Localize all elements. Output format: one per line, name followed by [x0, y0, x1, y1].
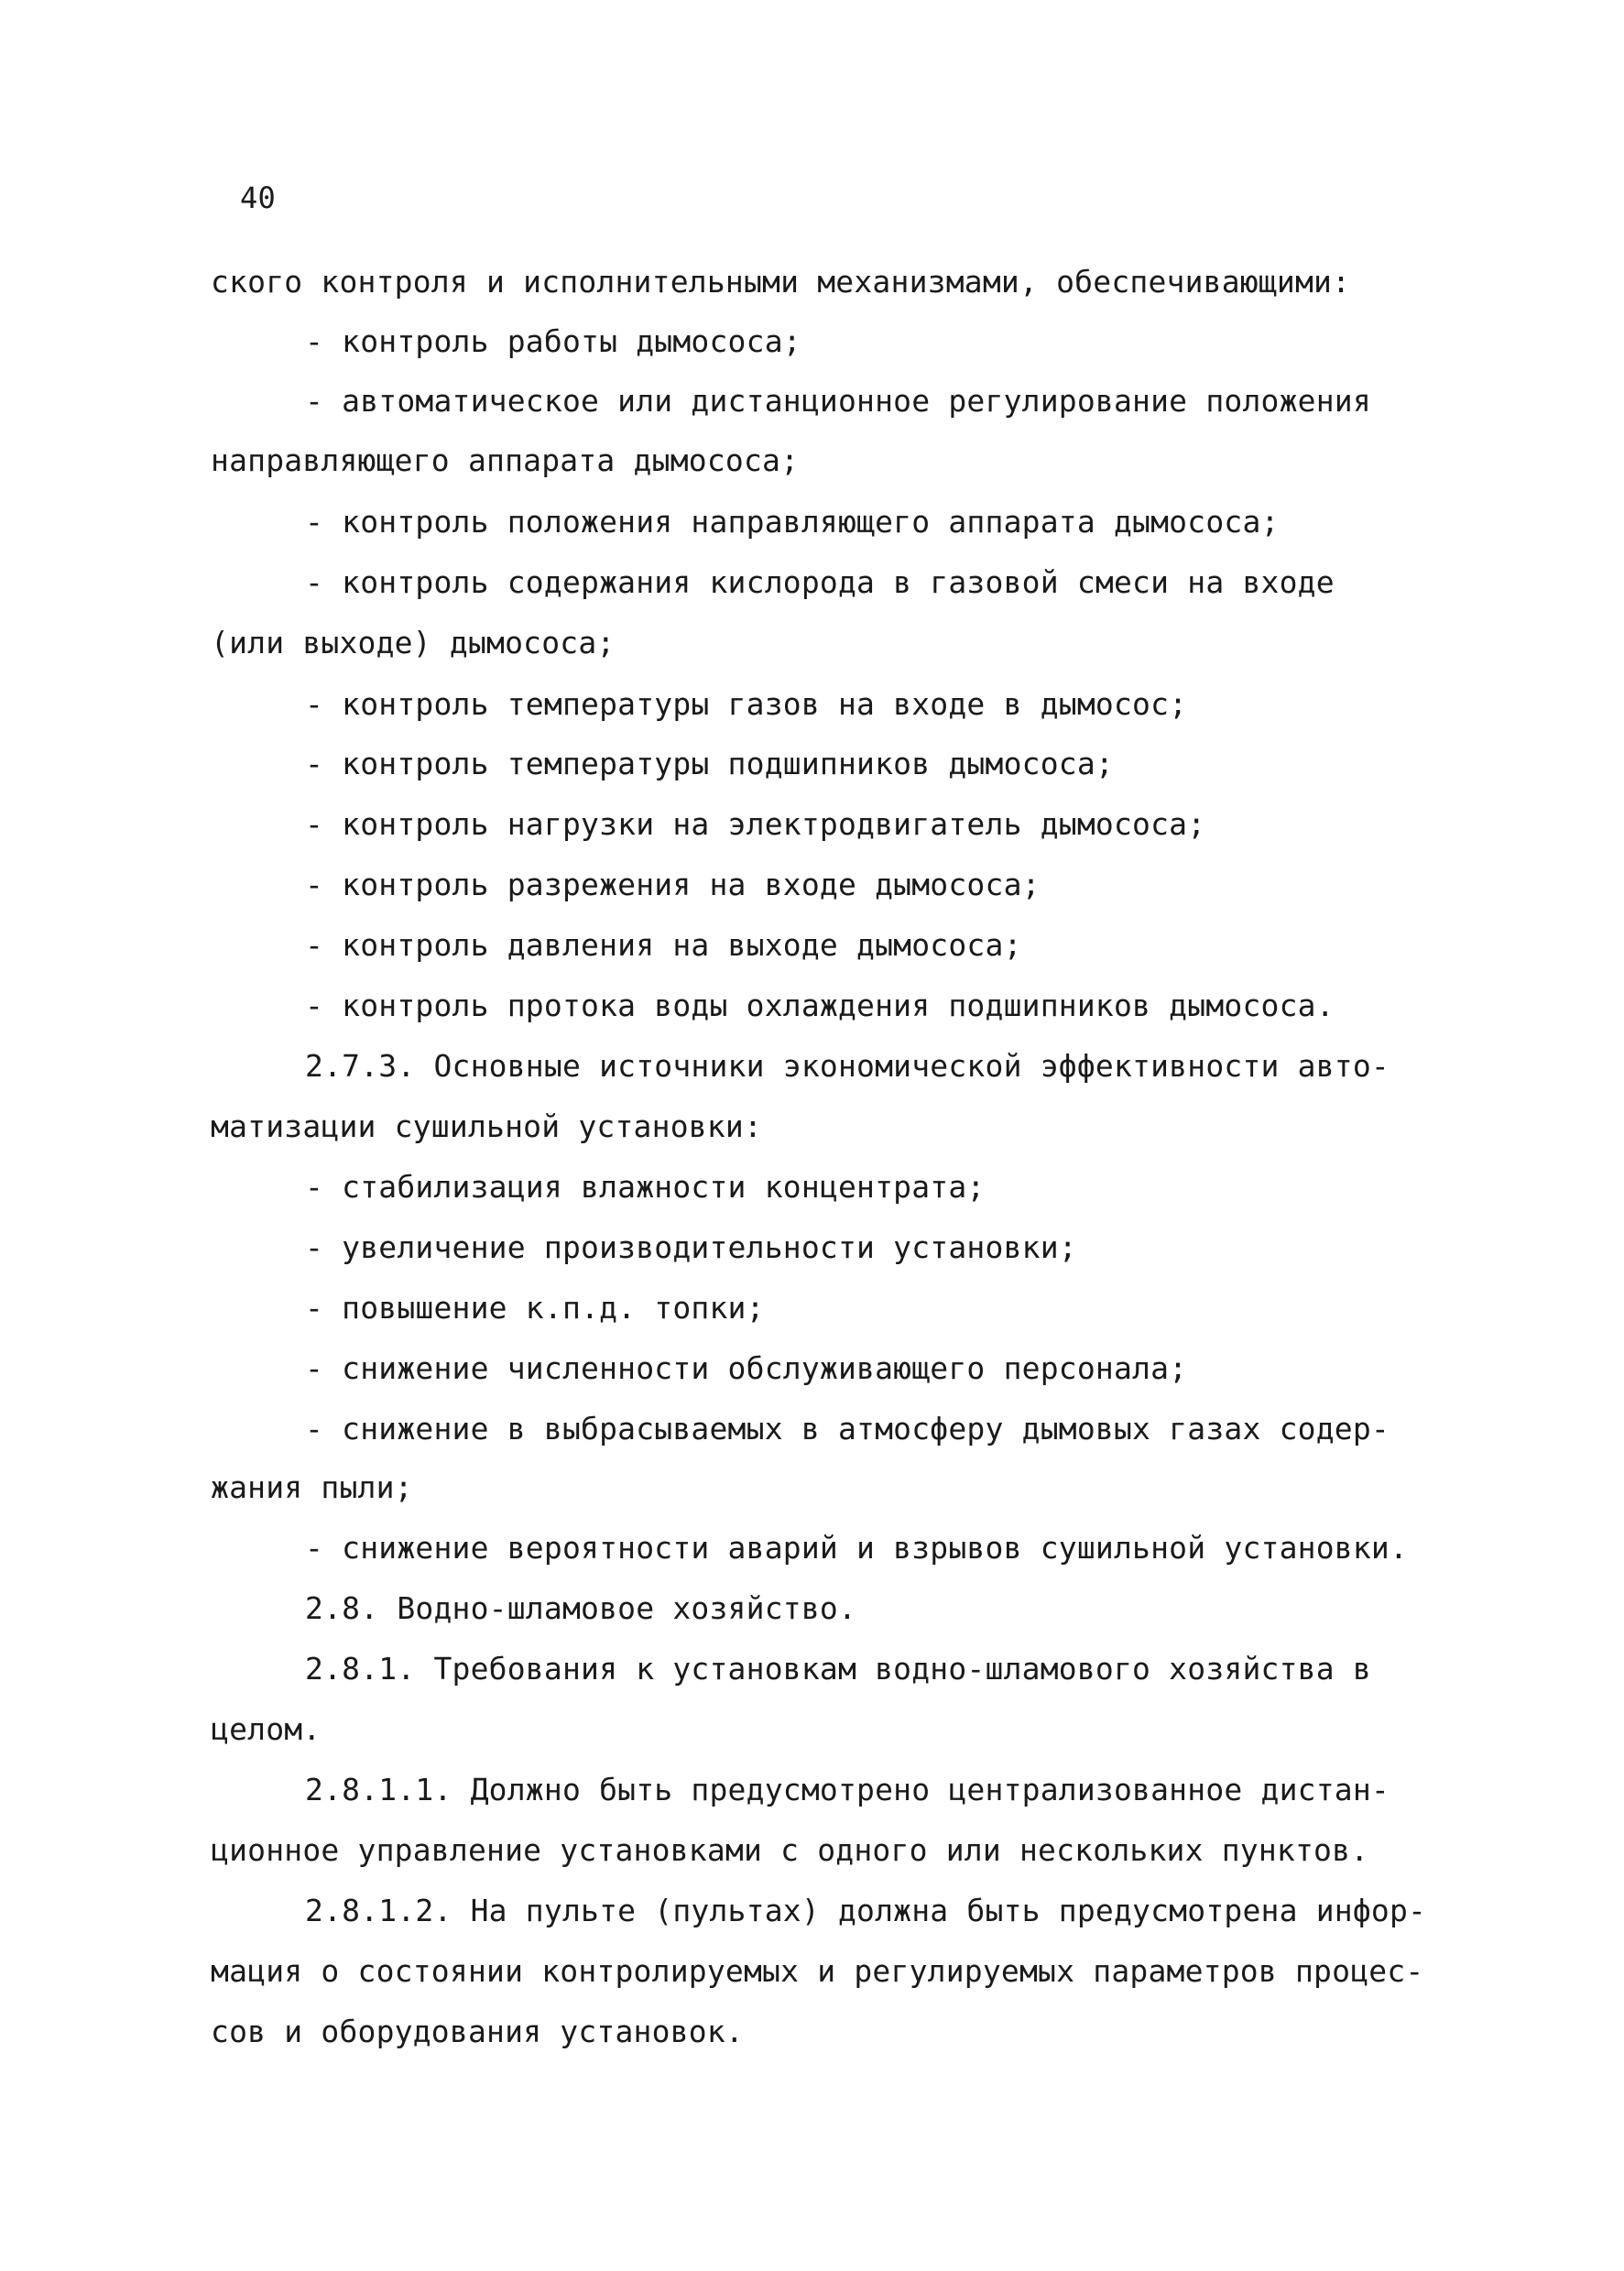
text-line: (или выходе) дымососа; — [211, 625, 616, 661]
list-item: - контроль протока воды охлаждения подшипников дымососа. — [305, 988, 1335, 1023]
list-item: - контроль положения направляющего аппарата дымососа; — [305, 504, 1280, 540]
page-number: 40 — [240, 180, 276, 215]
text-line: направляющего аппарата дымососа; — [211, 442, 800, 478]
text-line: мация о состоянии контролируемых и регулируемых параметров процес- — [211, 1953, 1424, 1989]
list-item: - контроль содержания кислорода в газовой смеси на входе — [305, 564, 1335, 600]
text-line: ционное управление установками с одного или нескольких пунктов. — [211, 1832, 1369, 1868]
section-heading: 2.8. Водно-шламовое хозяйство. — [305, 1590, 857, 1626]
text-line: сов и оборудования установок. — [211, 2014, 744, 2049]
list-item: - контроль температуры подшипников дымососа; — [305, 746, 1114, 781]
text-line: целом. — [211, 1711, 322, 1747]
list-item: - повышение к.п.д. топки; — [305, 1290, 765, 1326]
list-item: - контроль нагрузки на электродвигатель дымососа; — [305, 806, 1206, 842]
list-item: - снижение численности обслуживающего персонала; — [305, 1350, 1188, 1386]
section-heading: 2.8.1.1. Должно быть предусмотрено централизованное дистан- — [305, 1772, 1390, 1807]
list-item: - контроль температуры газов на входе в дымосос; — [305, 686, 1188, 722]
section-heading: 2.8.1.2. На пульте (пультах) должна быть предусмотрена инфор- — [305, 1893, 1427, 1928]
list-item: - увеличение производительности установки; — [305, 1229, 1077, 1265]
list-item: - снижение в выбрасываемых в атмосферу дымовых газах содер- — [305, 1411, 1390, 1447]
list-item: - контроль давления на выходе дымососа; — [305, 927, 1022, 963]
text-line: ского контроля и исполнительными механизмами, обеспечивающими: — [211, 264, 1351, 300]
list-item: - контроль работы дымососа; — [305, 323, 801, 359]
section-heading: 2.7.3. Основные источники экономической эффективности авто- — [305, 1048, 1390, 1084]
list-item: - стабилизация влажности концентрата; — [305, 1169, 986, 1205]
text-line: жания пыли; — [211, 1469, 413, 1505]
section-heading: 2.8.1. Требования к установкам водно-шламового хозяйства в — [305, 1651, 1371, 1687]
text-line: матизации сушильной установки: — [211, 1108, 763, 1144]
list-item: - снижение вероятности аварий и взрывов сушильной установки. — [305, 1530, 1409, 1566]
list-item: - контроль разрежения на входе дымососа; — [305, 867, 1041, 902]
list-item: - автоматическое или дистанционное регулирование положения — [305, 383, 1371, 419]
